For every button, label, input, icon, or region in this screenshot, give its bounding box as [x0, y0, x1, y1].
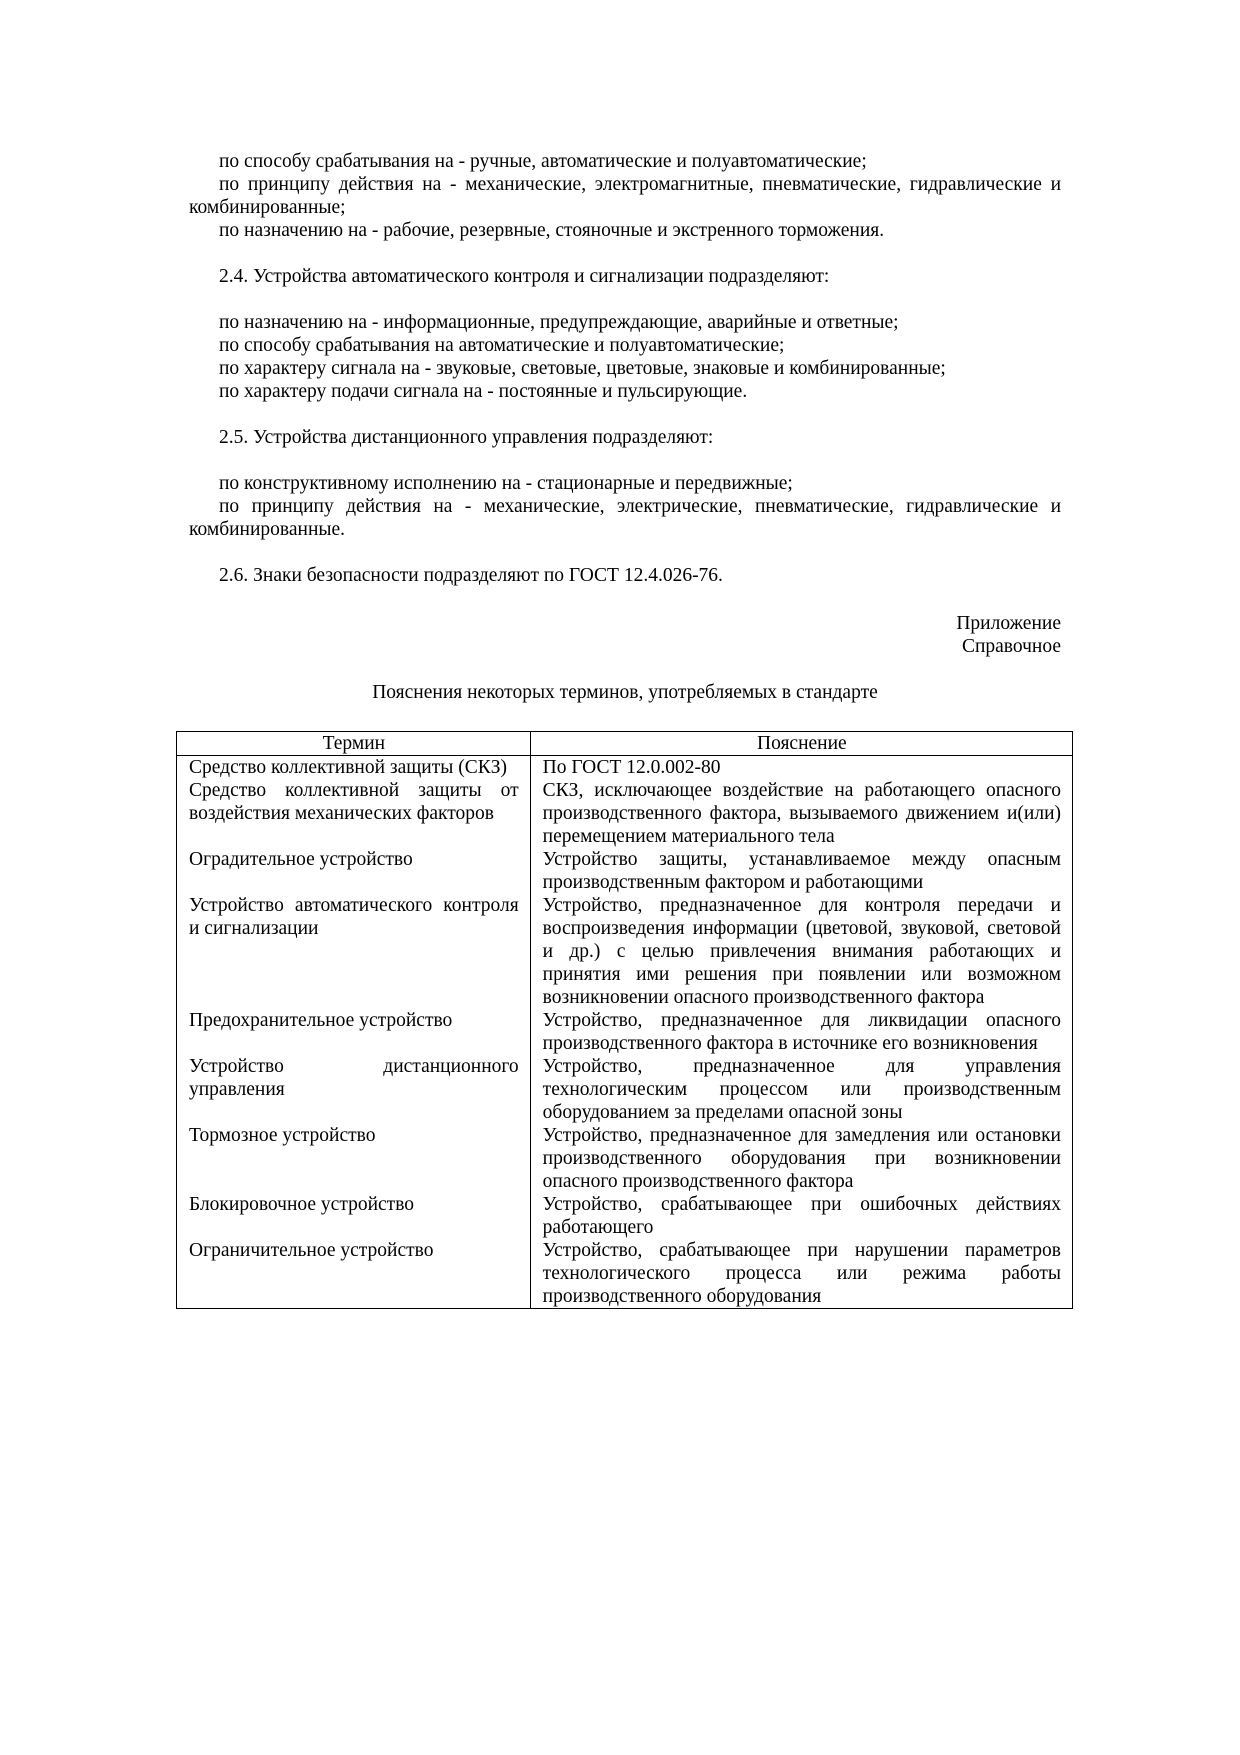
- list-item: по характеру сигнала на - звуковые, световые, цветовые, знаковые и комбинированные;: [219, 358, 946, 379]
- explanation-cell: Устройство, предназначенное для контроля передачи и воспроизведения информации (цветовой, звуковой, световой и др.) с целью привлечения внимания работающих и принятия ими решения при появлении или возможном возникновении опасного производственного фактора: [530, 894, 1072, 1009]
- explanation-cell: СКЗ, исключающее воздействие на работающего опасного производственного фактора, вызываемого движением и(или) перемещением материального тела: [530, 779, 1072, 848]
- term-cell: Устройство автоматического контроля и сигнализации: [177, 894, 531, 1009]
- paragraph: по назначению на - рабочие, резервные, стояночные и экстренного торможения.: [219, 220, 885, 241]
- table-row: [177, 1009, 1073, 1055]
- table-row: [177, 1193, 1073, 1239]
- explanation-cell: По ГОСТ 12.0.002-80: [530, 756, 1072, 780]
- paragraph: по принципу действия на - механические, электромагнитные, пневматические, гидравлические и комбинированные;: [189, 174, 1061, 218]
- paragraph: по способу срабатывания на - ручные, автоматические и полуавтоматические;: [219, 151, 867, 172]
- term-cell: Ограничительное устройство: [177, 1239, 531, 1309]
- explanation-cell: Устройство, срабатывающее при ошибочных действиях работающего: [530, 1193, 1072, 1239]
- term-cell: Предохранительное устройство: [177, 1009, 531, 1055]
- term-cell: Средство коллективной защиты от воздействия механических факторов: [177, 779, 531, 848]
- table-row: [177, 756, 1073, 780]
- list-item: по конструктивному исполнению на - стационарные и передвижные;: [219, 473, 793, 494]
- section-heading-2-4: 2.4. Устройства автоматического контроля и сигнализации подразделяют:: [219, 266, 830, 287]
- header-term: Термин: [177, 732, 531, 756]
- term-cell: Блокировочное устройство: [177, 1193, 531, 1239]
- list-item: по характеру подачи сигнала на - постоянные и пульсирующие.: [219, 381, 748, 402]
- section-heading-2-5: 2.5. Устройства дистанционного управления подразделяют:: [219, 427, 714, 448]
- explanation-cell: Устройство, предназначенное для замедления или остановки производственного оборудования при возникновении опасного производственного фактора: [530, 1124, 1072, 1193]
- text-body: [189, 150, 1061, 587]
- appendix-title: Пояснения некоторых терминов, употребляемых в стандарте: [372, 682, 878, 703]
- explanation-cell: Устройство, предназначенное для управления технологическим процессом или производственным оборудованием за пределами опасной зоны: [530, 1055, 1072, 1124]
- terms-table: [176, 731, 1073, 1309]
- table-row: [177, 1124, 1073, 1193]
- header-explanation: Пояснение: [530, 732, 1072, 756]
- table-header-row: [177, 732, 1073, 756]
- appendix-type: Справочное: [961, 636, 1061, 657]
- explanation-cell: Устройство, предназначенное для ликвидации опасного производственного фактора в источнике его возникновения: [530, 1009, 1072, 1055]
- explanation-cell: Устройство защиты, устанавливаемое между опасным производственным фактором и работающими: [530, 848, 1072, 894]
- table-row: [177, 848, 1073, 894]
- list-item: по принципу действия на - механические, электрические, пневматические, гидравлические и комбинированные.: [189, 496, 1061, 540]
- explanation-cell: Устройство, срабатывающее при нарушении параметров технологического процесса или режима работы производственного оборудования: [530, 1239, 1072, 1309]
- table-row: [177, 779, 1073, 848]
- appendix-label: Приложение: [956, 613, 1061, 634]
- table-row: [177, 894, 1073, 1009]
- section-2-6: 2.6. Знаки безопасности подразделяют по ГОСТ 12.4.026-76.: [219, 565, 723, 586]
- term-cell: Устройство дистанционного управления: [177, 1055, 531, 1124]
- table-row: [177, 1239, 1073, 1309]
- term-cell: Средство коллективной защиты (СКЗ): [177, 756, 531, 780]
- list-item: по способу срабатывания на автоматические и полуавтоматические;: [219, 335, 785, 356]
- table-row: [177, 1055, 1073, 1124]
- term-cell: Оградительное устройство: [177, 848, 531, 894]
- term-cell: Тормозное устройство: [177, 1124, 531, 1193]
- list-item: по назначению на - информационные, предупреждающие, аварийные и ответные;: [219, 312, 899, 333]
